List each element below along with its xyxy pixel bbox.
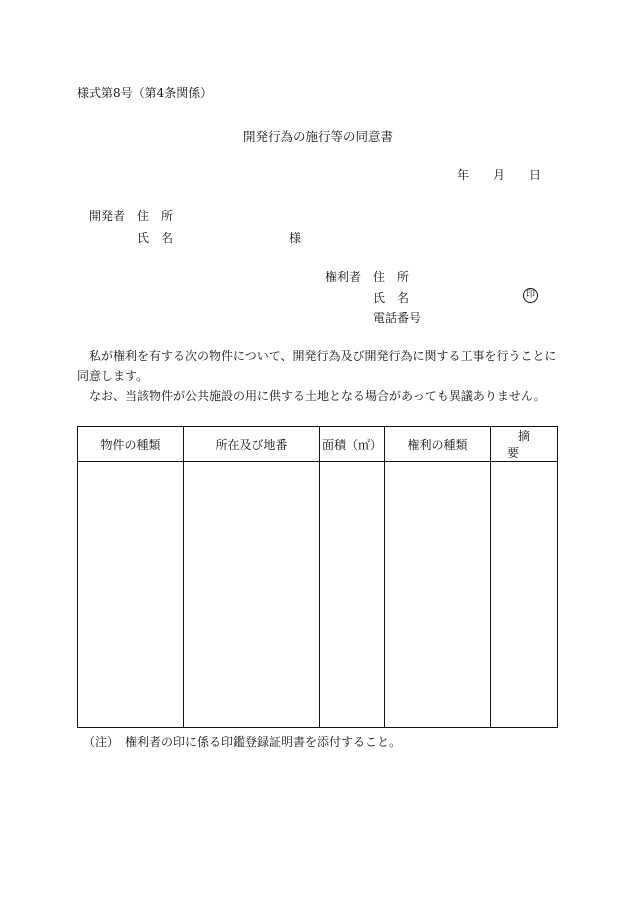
cell-area[interactable] bbox=[320, 462, 385, 728]
cell-remarks[interactable] bbox=[491, 462, 558, 728]
right-holder-phone-label: 電話番号 bbox=[373, 311, 422, 325]
no-objection-paragraph: なお、当該物件が公共施設の用に供する土地となる場合があっても異議ありません。 bbox=[89, 389, 546, 403]
developer-honorific: 様 bbox=[289, 231, 302, 245]
date-month-label: 月 bbox=[493, 168, 506, 182]
table-header-row bbox=[78, 427, 558, 462]
right-holder-address-label: 住 所 bbox=[373, 270, 410, 284]
date-year-label: 年 bbox=[457, 168, 470, 182]
right-holder-label: 権利者 bbox=[325, 270, 362, 284]
date-day-label: 日 bbox=[529, 168, 542, 182]
cell-right-type[interactable] bbox=[385, 462, 491, 728]
property-table bbox=[77, 426, 558, 728]
developer-address-label: 住 所 bbox=[137, 209, 174, 223]
col-header-remarks: 摘要 bbox=[491, 427, 558, 462]
table-row bbox=[78, 462, 558, 728]
cell-property-type[interactable] bbox=[78, 462, 184, 728]
right-holder-name-label: 氏 名 bbox=[373, 291, 410, 305]
document-title: 開発行為の施行等の同意書 bbox=[243, 129, 394, 144]
footnote: （注） 権利者の印に係る印鑑登録証明書を添付すること。 bbox=[83, 735, 402, 749]
col-header-property-type: 物件の種類 bbox=[78, 427, 184, 462]
developer-name-label: 氏 名 bbox=[137, 231, 174, 245]
col-header-right-type: 権利の種類 bbox=[385, 427, 491, 462]
seal-mark-icon: 印 bbox=[523, 288, 538, 303]
cell-location[interactable] bbox=[184, 462, 320, 728]
form-number: 様式第8号（第4条関係） bbox=[77, 86, 213, 100]
col-header-area: 面積（㎡） bbox=[320, 427, 385, 462]
consent-paragraph: 私が権利を有する次の物件について、開発行為及び開発行為に関する工事を行うことに同意します。 bbox=[77, 349, 557, 383]
col-header-location: 所在及び地番 bbox=[184, 427, 320, 462]
developer-label: 開発者 bbox=[89, 209, 126, 223]
